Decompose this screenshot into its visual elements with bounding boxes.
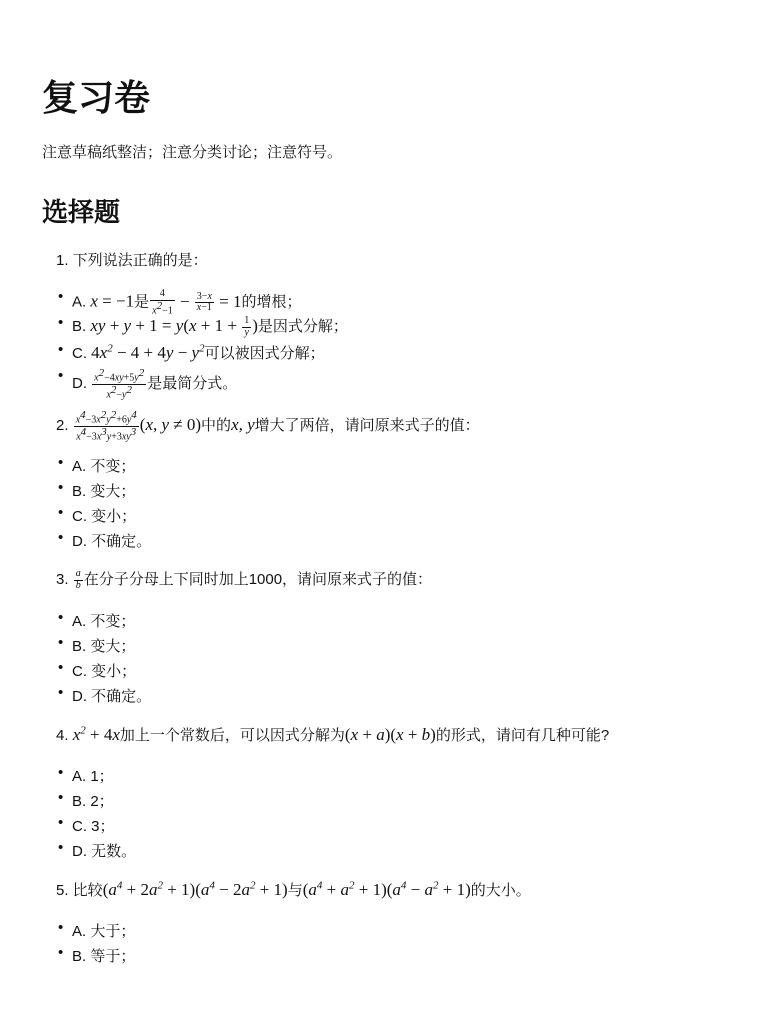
option-prefix: B. — [72, 318, 87, 335]
math-expression: $(a^4 + 2a^2 + 1)(a^4 - 2a^2 + 1)$ — [102, 879, 288, 899]
section-heading: 选择题 — [42, 197, 121, 227]
math-expression: x, y — [231, 415, 255, 435]
math-expression: $x^2 + 4x$ — [72, 724, 120, 744]
option-text: 可以被因式分解； — [204, 345, 325, 362]
option-text: 是最简分式。 — [147, 375, 238, 393]
document-page: 复习卷 注意草稿纸整洁；注意分类讨论；注意符号。 选择题 1. 下列说法正确的是： A. x = −1是 $\frac{4}{x^2-1}$ − $\frac{3-x}{x-1}$ = 1的增根； B. xy + y + 1 = y(x + 1 + $\frac{1}{y}$ )是因式分解； C. $4x^2 - 4 + 4y - y^2$可以被因式分解； D. $\frac{x^2-4xy+5y^2}{x^2-y^2}$ 是最简分式。 2. $\frac{x^4-3x^2y^2+6y^4}{x^4-3x^3y+3xy^3}$ (x, y ≠ 0)中的x, y增大了两倍，请问原来式子的值： A. 不变； B. 变大； C. 变小； D. 不确定。 3. $\frac{a}{b}$ 在分子分母上下同时加上1000，请问原来式子的值： A. 不变； B. 变大； C. 变小； D. 不确定。 4. $x^2 + 4x$加上一个常数后，可以因式分解为(x + a)(x + b)的形式，请问有几种可能? A. 1； B. 2； C. 3； D. 无数。 5. 比较$(a^4 + 2a^2 + 1)(a^4 - 2a^2 + 1)$与$(a^4 + a^2 + 1)(a^4 - a^2 + 1)$的大小。 A. 大于； B. 等于； — [0, 0, 768, 1024]
math-expression: $\frac{x^4-3x^2y^2+6y^4}{x^4-3x^3y+3xy^3}$ (x, y ≠ 0) — [75, 409, 202, 443]
question-4: 4. $x^2 + 4x$加上一个常数后，可以因式分解为(x + a)(x + b)的形式，请问有几种可能? — [56, 724, 610, 744]
math-expression: x = −1 — [90, 291, 135, 311]
option-text: 是因式分解； — [257, 318, 348, 335]
math-expression: $\frac{x^2-4xy+5y^2}{x^2-y^2}$ — [94, 367, 145, 401]
math-expression: (x + a)(x + b) — [344, 725, 436, 744]
math-expression: $\frac{a}{b}$ — [75, 568, 81, 591]
option-text: 的增根； — [241, 293, 302, 311]
question-1: 1. 下列说法正确的是： — [56, 252, 208, 269]
option-prefix: D. — [72, 375, 87, 393]
option-prefix: C. — [72, 345, 87, 362]
note-text: 注意草稿纸整洁；注意分类讨论；注意符号。 — [42, 144, 343, 161]
question-3: 3. $\frac{a}{b}$ 在分子分母上下同时加上1000，请问原来式子的值： — [56, 568, 433, 591]
math-expression: $4x^2 - 4 + 4y - y^2$ — [91, 342, 205, 362]
math-expression: $(a^4 + a^2 + 1)(a^4 - a^2 + 1)$ — [302, 879, 471, 899]
math-expression: $\frac{4}{x^2-1}$ − $\frac{3-x}{x-1}$ = 1 — [152, 288, 242, 316]
question-5: 5. 比较$(a^4 + 2a^2 + 1)(a^4 - 2a^2 + 1)$与$(a^4 + a^2 + 1)(a^4 - a^2 + 1)$的大小。 — [56, 879, 531, 899]
page-title: 复习卷 — [42, 77, 151, 118]
option-prefix: A. — [72, 293, 87, 311]
math-expression: xy + y + 1 = y(x + 1 + $\frac{1}{y}$ ) — [90, 315, 258, 338]
question-2: 2. $\frac{x^4-3x^2y^2+6y^4}{x^4-3x^3y+3xy^3}$ (x, y ≠ 0)中的x, y增大了两倍，请问原来式子的值： — [56, 409, 480, 443]
